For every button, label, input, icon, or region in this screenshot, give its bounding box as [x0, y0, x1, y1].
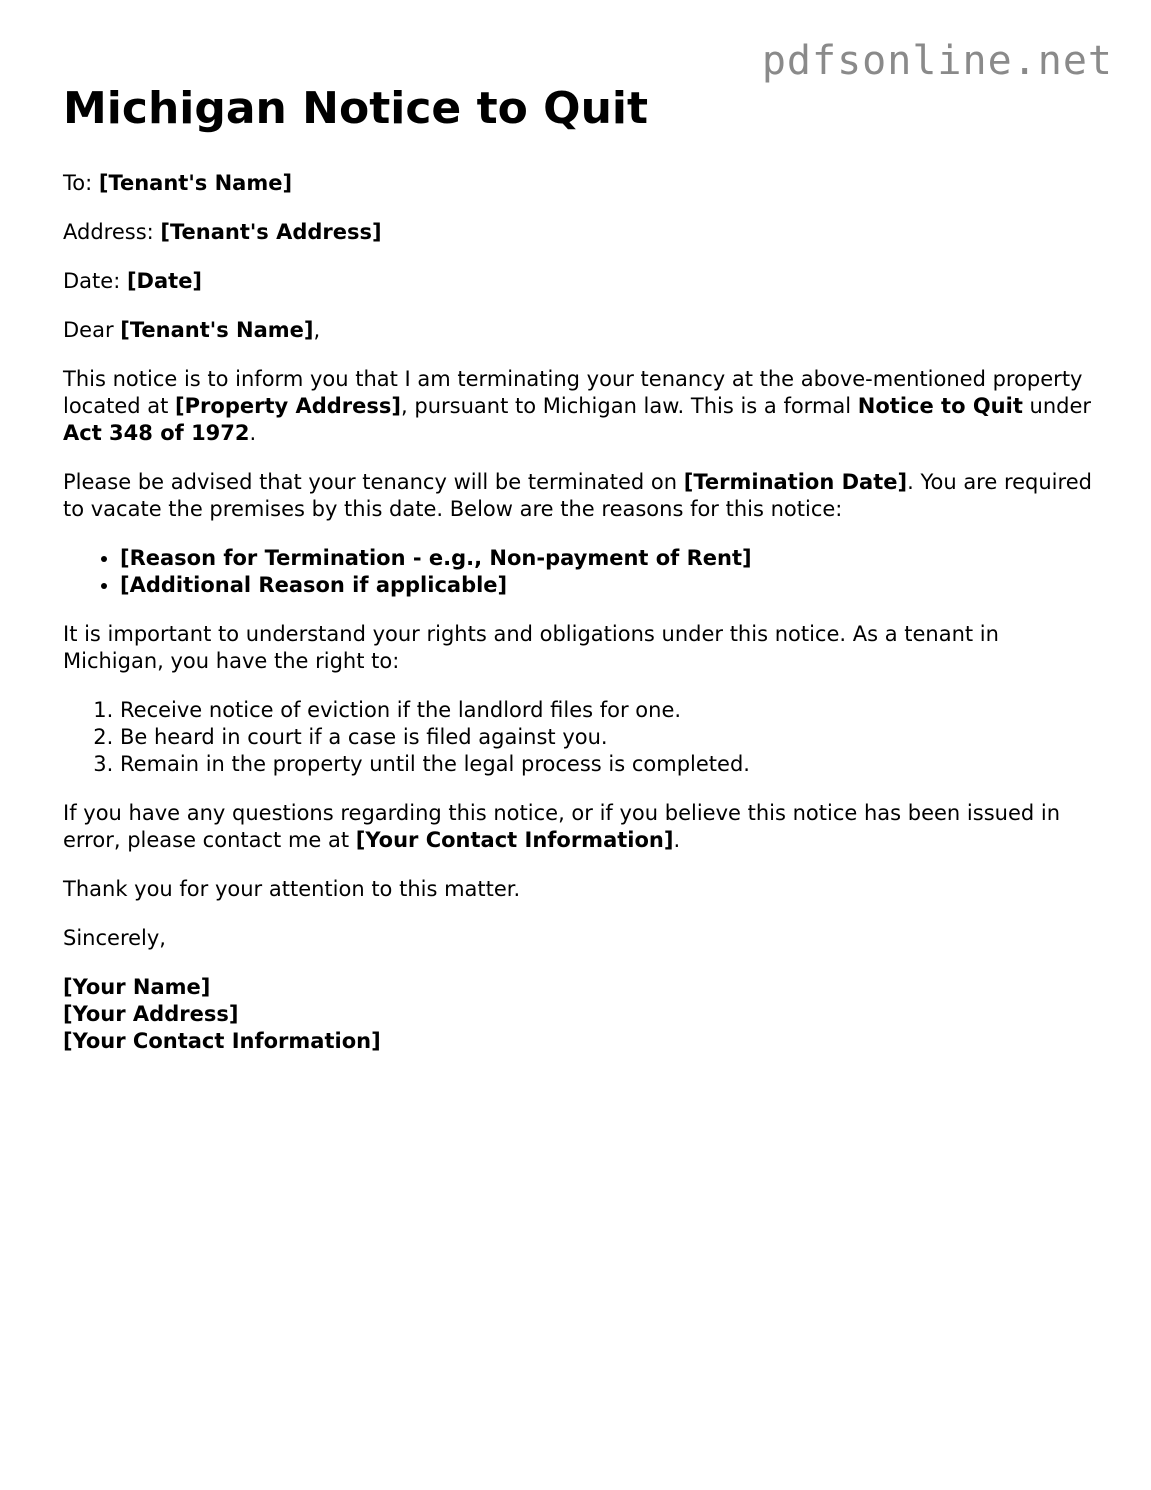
to-value: [Tenant's Name]	[98, 171, 293, 195]
greeting-line	[63, 317, 1093, 344]
to-line	[63, 170, 1093, 197]
termination-paragraph	[63, 469, 1093, 523]
termination-text-2: . You are required to vacate the premises by this date. Below are the reasons for this notice:	[63, 470, 1092, 521]
reasons-list	[63, 545, 1093, 599]
termination-text-1: Please be advised that your tenancy will be terminated on	[63, 470, 684, 494]
thanks-paragraph: Thank you for your attention to this matter.	[63, 877, 521, 901]
greeting-suffix: ,	[313, 318, 321, 342]
signature-block	[63, 974, 1093, 1055]
intro-text-1: This notice is to inform you that I am terminating your tenancy at the above-mentioned property located at	[63, 367, 1083, 418]
rights-intro-paragraph: It is important to understand your rights and obligations under this notice. As a tenant in Michigan, you have the right to:	[63, 622, 999, 673]
contact-paragraph	[63, 800, 1093, 854]
contact-text-1: If you have any questions regarding this notice, or if you believe this notice has been issued in error, please contact me at	[63, 801, 1061, 852]
watermark-text: pdfsonline.net	[761, 38, 1113, 84]
reason-2: [Additional Reason if applicable]	[120, 573, 508, 597]
date-label: Date:	[63, 269, 127, 293]
list-item	[120, 572, 1093, 599]
date-line	[63, 268, 1093, 295]
termination-date-placeholder: [Termination Date]	[683, 470, 908, 494]
to-label: To:	[63, 171, 99, 195]
signature-address: [Your Address]	[63, 1002, 239, 1026]
notice-document	[63, 82, 1093, 1077]
address-line	[63, 219, 1093, 246]
notice-to-quit-term: Notice to Quit	[857, 394, 1023, 418]
intro-text-2: , pursuant to Michigan law. This is a formal	[401, 394, 858, 418]
signature-contact: [Your Contact Information]	[63, 1029, 381, 1053]
rights-list	[63, 697, 1093, 778]
intro-paragraph	[63, 366, 1093, 447]
list-item: 2. Be heard in court if a case is filed against you.	[120, 724, 1093, 751]
contact-info-placeholder: [Your Contact Information]	[355, 828, 674, 852]
closing-line: Sincerely,	[63, 926, 166, 950]
act-reference: Act 348 of 1972	[63, 421, 250, 445]
reason-1: [Reason for Termination - e.g., Non-payment of Rent]	[120, 546, 752, 570]
list-item: 1. Receive notice of eviction if the landlord files for one.	[120, 697, 1093, 724]
contact-text-2: .	[673, 828, 681, 852]
document-title: Michigan Notice to Quit	[63, 83, 649, 134]
property-address-placeholder: [Property Address]	[175, 394, 402, 418]
list-item	[120, 545, 1093, 572]
list-item: 3. Remain in the property until the legal process is completed.	[120, 751, 1093, 778]
date-value: [Date]	[126, 269, 203, 293]
address-label: Address:	[63, 220, 161, 244]
intro-text-4: .	[249, 421, 257, 445]
greeting-name: [Tenant's Name]	[120, 318, 314, 342]
address-value: [Tenant's Address]	[160, 220, 382, 244]
intro-text-3: under	[1022, 394, 1092, 418]
signature-name: [Your Name]	[63, 975, 211, 999]
greeting-prefix: Dear	[63, 318, 121, 342]
